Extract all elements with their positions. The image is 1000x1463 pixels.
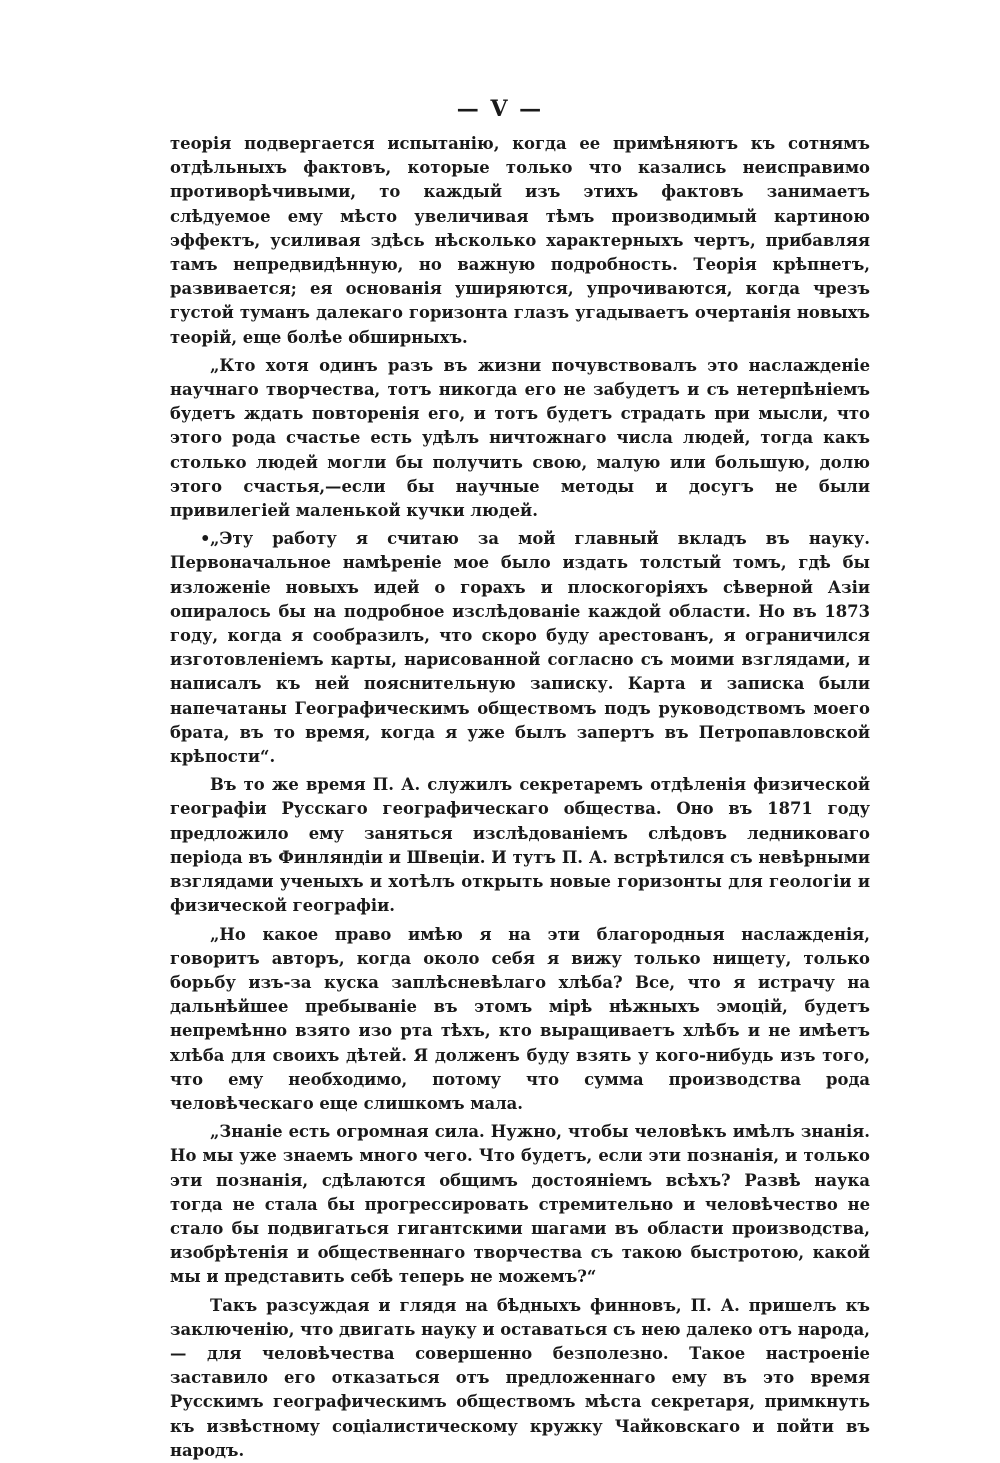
paragraph-main-contribution-text: „Эту работу я считаю за мой главный вкладъ въ науку. Первоначальное намѣреніе мое было издать толстый томъ, гдѣ бы изложеніе новыхъ идей о горахъ и плоскогоріяхъ сѣверной Азіи опиралось бы на подробное изслѣдованіе каждой области. Но въ 1873 году, когда я сообразилъ, что скоро буду арестованъ, я ограничился изготовленіемъ карты, нарисованной согласно съ моими взглядами, и написалъ къ ней пояснительную записку. Карта и записка были напечатаны Географическимъ обществомъ подъ руководствомъ моего брата, въ то время, когда я уже былъ запертъ въ Петропавловской крѣпости“. <box>170 529 870 767</box>
paragraph-right-to-pleasure: „Но какое право имѣю я на эти благородныя наслажденія, говоритъ авторъ, когда около себя я вижу только нищету, только борьбу изъ-за куска заплѣсневѣлаго хлѣба? Все, что я истрачу на дальнѣйшее пребываніе въ этомъ мірѣ нѣжныхъ эмоцій, будетъ непремѣнно взято изо рта тѣхъ, кто выращиваетъ хлѣбъ и не имѣетъ хлѣба для своихъ дѣтей. Я долженъ буду взять у кого-нибудь изъ того, что ему необходимо, потому что сумма производства рода человѣческаго еще слишкомъ мала. <box>170 924 870 1113</box>
paragraph-geographic-society: Въ то же время П. А. служилъ секретаремъ отдѣленія физической географіи Русскаго географическаго общества. Оно въ 1871 году предложило ему заняться изслѣдованіемъ слѣдовъ ледниковаго періода въ Финляндіи и Швеціи. И тутъ П. А. встрѣтился съ невѣрными взглядами ученыхъ и хотѣлъ открыть новые горизонты для геологіи и физической географіи. <box>170 775 870 916</box>
paragraph-scientific-joy: „Кто хотя одинъ разъ въ жизни почувствовалъ это наслажденіе научнаго творчества, тотъ никогда его не забудетъ и съ нетерпѣніемъ будетъ ждать повторенія его, и тотъ будетъ страдать при мысли, что этого рода счастье есть удѣлъ ничтожнаго числа людей, тогда какъ столько людей могли бы получить свою, малую или большую, долю этого счастья,—если бы научные методы и досугъ не были привилегіей маленькой кучки людей. <box>170 355 870 521</box>
paragraph-main-contribution <box>170 527 870 769</box>
paragraph-knowledge-power: „Знаніе есть огромная сила. Нужно, чтобы человѣкъ имѣлъ знанія. Но мы уже знаемъ много чего. Что будетъ, если эти познанія, и только эти познанія, сдѣлаются общимъ достояніемъ всѣхъ? Развѣ наука тогда не стала бы прогрессировать стремительно и человѣчество не стало бы подвигаться гигантскими шагами въ области производства, изобрѣтенія и общественнаго творчества съ такою быстротою, какой мы и представить себѣ теперь не можемъ?“ <box>170 1122 870 1287</box>
paragraph-conclusion: Такъ разсуждая и глядя на бѣдныхъ финновъ, П. А. пришелъ къ заключенію, что двигать науку и оставаться съ нею далеко отъ народа,— для человѣчества совершенно безполезно. Такое настроеніе заставило его отказаться отъ предложеннаго ему въ это время Русскимъ географическимъ обществомъ мѣста секретаря, примкнуть къ извѣстному соціалистическому кружку Чайковскаго и пойти въ народъ. <box>170 1295 870 1460</box>
bullet-mark: • <box>200 529 211 549</box>
page-number: — V — <box>456 96 544 122</box>
paragraph-theory: теорія подвергается испытанію, когда ее примѣняютъ къ сотнямъ отдѣльныхъ фактовъ, которые только что казались неисправимо противорѣчивыми, то каждый изъ этихъ фактовъ занимаетъ слѣдуемое ему мѣсто увеличивая тѣмъ производимый картиною эффектъ, усиливая здѣсь нѣсколько характерныхъ чертъ, прибавляя тамъ непредвидѣнную, но важную подробность. Теорія крѣпнетъ, развивается; ея основанія уширяются, упрочиваются, когда чрезъ густой туманъ далекаго горизонта глазъ угадываетъ очертанія новыхъ теорій, еще болѣе обширныхъ. <box>170 134 870 347</box>
page-body <box>170 132 870 1463</box>
